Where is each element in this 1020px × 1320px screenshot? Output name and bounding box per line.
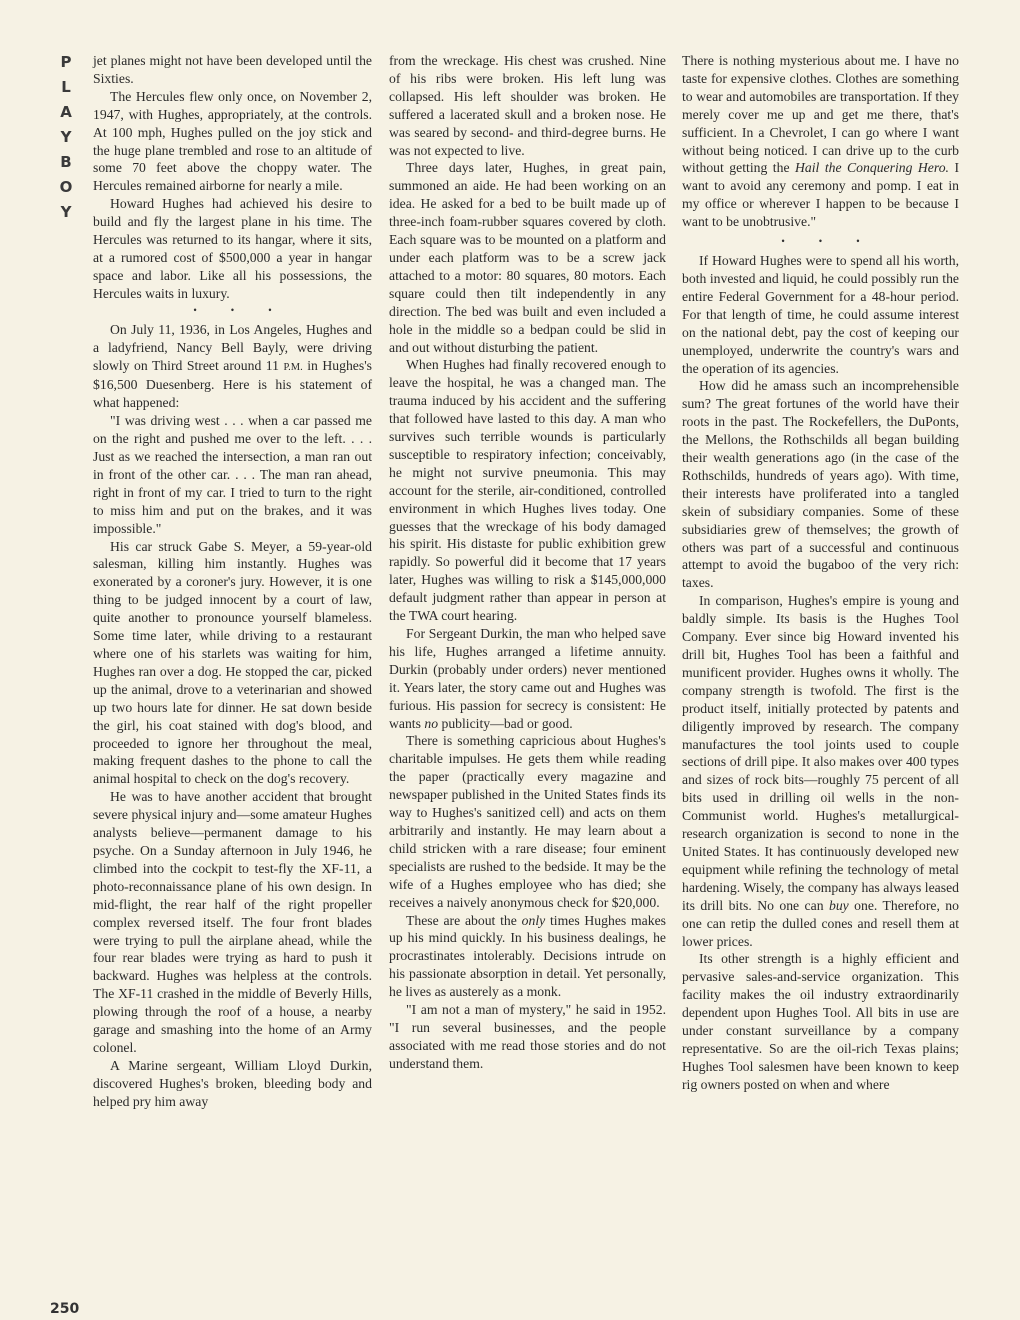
section-separator: • • • [781, 236, 876, 247]
article-column-2 [389, 52, 666, 1073]
paragraph: If Howard Hughes were to spend all his worth, both invested and liquid, he could possibly run the entire Federal Government for a 48-hour period. For that length of time, he could assume interest on the national debt, pay the cost of keeping our unemployed, underwrite the country's wars and the operation of its agencies. [682, 253, 959, 376]
text-run: one. Therefore, no one can retip the dulled cones and resell them at lower prices. [682, 897, 959, 949]
paragraph [389, 912, 666, 1002]
side-letter: A [60, 103, 72, 121]
paragraph: jet planes might not have been developed until the Sixties. [93, 53, 372, 86]
italic-text: buy [828, 897, 849, 913]
paragraph [93, 321, 372, 413]
paragraph: He was to have another accident that brought severe physical injury and—some amateur Hughes analysts believe—permanent damage to his psyche. On a Sunday afternoon in July 1946, he climbed into the cockpit to test-fly the XF-11, a photo-reconnaissance plane of his own design. In mid-flight, the rear half of the right propeller complex reversed itself. The four front blades were trying to pull the airplane ahead, while the four rear blades were trying as hard to push it backward. Hughes was helpless at the controls. The XF-11 crashed in the middle of Beverly Hills, plowing through the roof of a house, a nearby garage and smashing into the home of an Army colonel. [93, 789, 372, 1055]
small-caps-text: P.M. [283, 361, 303, 373]
paragraph: "I am not a man of mystery," he said in 1952. "I run several businesses, and the people associated with me read those stories and do not understand them. [389, 1002, 666, 1071]
paragraph: His car struck Gabe S. Meyer, a 59-year-old salesman, killing him instantly. Hughes was exonerated by a coroner's jury. However, it is one thing to be judged innocent by a court of law, quite another to pronounce yourself blameless. Some time later, while driving to a restaurant where one of his starlets was waiting for him, Hughes ran over a dog. He stopped the car, picked up the animal, drove to a veterinarian and showed up two hours late for dinner. He sat down beside the girl, his coat stained with dog's blood, and proceeded to ignore her throughout the meal, making frequent dashes to the phone to call the animal hospital to check on the dog's recovery. [93, 538, 372, 787]
text-run: in Hughes's $16,500 Duesenberg. Here is his statement of what happened: [93, 357, 372, 411]
italic-text: Hail the Conquering Hero. [795, 160, 949, 176]
text-run: In comparison, Hughes's empire is young and baldly simple. Its basis is the Hughes Tool Company. Ever since big Howard invented his drill bit, Hughes Tool has been a faithful and munificent provider. Hughes owns it wholly. The company strength is twofold. The first is the product itself, initially protected by patents and diligently improved by research. The company manufactures the tool joints used to couple sections of drill pipe. It also makes over 400 types and sizes of rock bits—roughly 75 percent of all bits used in drilling oil wells in the non-Communist world. Hughes's metallurgical-research organization is second to none in the United States. It has continuously developed new equipment while refining the technology of metal hardening. Wisely, the company has always leased its drill bits. No one can [682, 593, 959, 913]
article-column-3 [682, 52, 959, 1094]
article-column-1 [93, 52, 372, 1111]
text-run: These are about the [406, 912, 522, 928]
text-run: For Sergeant Durkin, the man who helped save his life, Hughes arranged a lifetime annuity. Durkin (probably under orders) never mentioned it. Years later, the story came out and Hughes was furious. His passion for secrecy is consistent: He wants [389, 626, 666, 731]
text-run: I want to avoid any ceremony and pomp. I eat in my office or wherever I happen to be because I want to be unobtrusive." [682, 160, 960, 230]
paragraph [389, 625, 666, 732]
paragraph: A Marine sergeant, William Lloyd Durkin, discovered Hughes's broken, bleeding body and helped pry him away [93, 1057, 372, 1109]
side-letter: L [61, 78, 71, 96]
paragraph: Its other strength is a highly efficient and pervasive sales-and-service organization. This facility makes the oil industry extraordinarily dependent upon Hughes Tool. All bits in use are under constant surveillance by a company representative. So are the oil-rich Texas plains; Hughes Tool salesmen have been known to keep rig owners posted on when and where [682, 951, 959, 1092]
side-letter: B [60, 153, 72, 171]
side-letter: Y [60, 203, 72, 221]
text-run: On July 11, 1936, in Los Angeles, Hughes and a ladyfriend, Nancy Bell Bayly, were driving slowly on Third Street around 11 [93, 321, 372, 373]
italic-text: no [424, 715, 439, 731]
side-letter: O [59, 178, 73, 196]
paragraph: The Hercules flew only once, on November 2, 1947, with Hughes, appropriately, at the controls. At 100 mph, Hughes pulled on the joy stick and the huge plane trembled and rose to an altitude of some 70 feet above the choppy water. The Hercules remained airborne for nearly a mile. [93, 88, 372, 194]
paragraph [682, 52, 959, 231]
page-number: 250 [50, 1301, 80, 1317]
text-run: There is nothing mysterious about me. I have no taste for expensive clothes. Clothes are something to wear and automobiles are transportation. If they merely cover me up and get me there, that's sufficient. In a Chevrolet, I can go where I want without being noticed. I can drive up to the curb without getting the [682, 53, 959, 176]
paragraph: "I was driving west . . . when a car passed me on the right and pushed me over to the left. . . . Just as we reached the intersection, a man ran out in front of the other car. . . . The man ran ahead, right in front of my car. I tried to turn to the right to miss him and put on the brakes, and it was impossible." [93, 413, 372, 536]
paragraph: Howard Hughes had achieved his desire to build and fly the largest plane in his time. The Hercules was returned to its hangar, where it sits, at a rumored cost of $500,000 a year in hangar space and labor. Like all his possessions, the Hercules waits in luxury. [93, 196, 372, 301]
side-letter: P [60, 53, 72, 71]
paragraph [682, 592, 959, 950]
text-run: publicity—bad or good. [438, 715, 573, 731]
paragraph: When Hughes had finally recovered enough to leave the hospital, he was a changed man. The trauma induced by his accident and the suffering that followed have lasted to this day. A man who survives such terrible wounds is particularly susceptible to respiratory infection; conceivably, he might not survive pneumonia. This may account for the sterile, air-conditioned, controlled environment in which Hughes lives today. One guesses that the wreckage of his body damaged his spirit. His distaste for public exhibition grew rapidly. So powerful did it become that 17 years later, Hughes was willing to risk a $145,000,000 default judgment rather than appear in person at the TWA court hearing. [389, 357, 666, 624]
paragraph: Three days later, Hughes, in great pain, summoned an aide. He had been working on an idea. He asked for a bed to be built made up of three-inch foam-rubber squares covered by cloth. Each square was to be mounted on a platform and under each platform was to be a screw jack attached to a motor: 80 squares, 80 motors. Each square could then tilt independently in any direction. The bed was built and even included a hole in the middle so a bedpan could be slid in and out without disturbing the patient. [389, 160, 666, 355]
italic-text: only [521, 912, 546, 928]
paragraph: How did he amass such an incomprehensible sum? The great fortunes of the world have their roots in the past. The Rockefellers, the DuPonts, the Mellons, the Rothschilds all began building their wealth generations ago (in the case of the Rothschilds, hundreds of years ago). With time, their interests have proliferated into a tangled skein of subsidiary companies. Some of these subsidiaries grew of themselves; the growth of others was part of a successful and continuous attempt to avoid the bugaboo of the very rich: taxes. [682, 378, 959, 591]
section-separator: • • • [193, 304, 288, 315]
side-letter: Y [60, 128, 72, 146]
paragraph: from the wreckage. His chest was crushed. Nine of his ribs were broken. His left lung was collapsed. His left shoulder was broken. He suffered a lacerated skull and a broken nose. He was seared by second- and third-degree burns. He was not expected to live. [389, 53, 666, 158]
text-run: times Hughes makes up his mind quickly. In his business dealings, he procrastinates intolerably. Decisions intrude on his passionate absorption in detail. Yet personally, he lives as austerely as a monk. [389, 912, 666, 1000]
magazine-side-label [55, 50, 77, 225]
paragraph: There is something capricious about Hughes's charitable impulses. He gets them while reading the paper (practically every magazine and newspaper published in the United States finds its way to Hughes's sanitized cell) and acts on them arbitrarily and instantly. He may learn about a child stricken with a rare disease; four eminent specialists are rushed to the bedside. It may be the wife of a Hughes employee who has died; she receives a naively anonymous check for $20,000. [389, 733, 666, 910]
